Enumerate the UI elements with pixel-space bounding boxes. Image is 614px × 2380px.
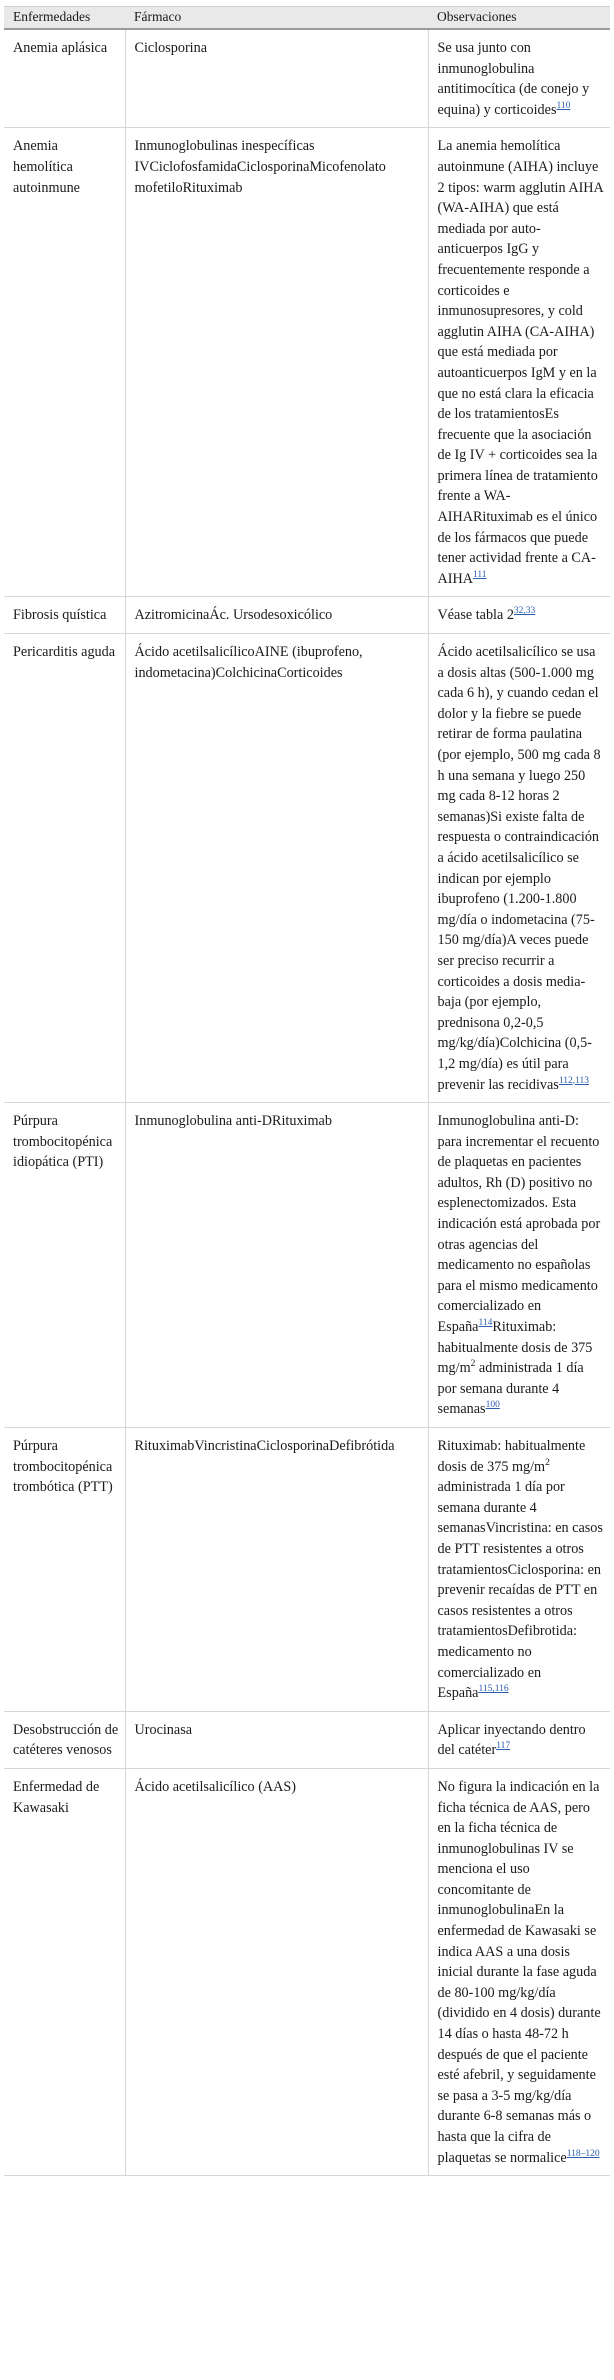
cell-enfermedad: Enfermedad de Kawasaki bbox=[4, 1768, 125, 2175]
observation-text: Inmunoglobulina anti-D: para incrementar el recuento de plaquetas en pacientes adultos, Rh (D) positivo no esplenectomizados. Esta indicación está aprobada por otras agencias del medicamento no españolas para el mismo medicamento comercializado en España bbox=[437, 1113, 601, 1336]
reference-sup bbox=[567, 2149, 600, 2159]
cell-observaciones bbox=[428, 29, 610, 128]
cell-observaciones bbox=[428, 1428, 610, 1712]
observation-text: Aplicar inyectando dentro del catéter bbox=[437, 1721, 586, 1759]
cell-farmaco: Inmunoglobulina anti-DRituximab bbox=[125, 1103, 428, 1428]
cell-enfermedad: Anemia aplásica bbox=[4, 29, 125, 128]
observation-text: Véase tabla 2 bbox=[437, 607, 514, 624]
reference-sup bbox=[556, 101, 570, 111]
cell-enfermedad: Anemia hemolítica autoinmune bbox=[4, 128, 125, 597]
cell-farmaco: Ácido acetilsalicílico (AAS) bbox=[125, 1768, 428, 2175]
cell-observaciones bbox=[428, 634, 610, 1103]
header-row bbox=[4, 7, 610, 30]
cell-observaciones bbox=[428, 128, 610, 597]
reference-link[interactable]: 110 bbox=[556, 100, 571, 111]
reference-link[interactable]: 115,116 bbox=[478, 1684, 509, 1695]
cell-farmaco: Ciclosporina bbox=[125, 29, 428, 128]
reference-sup bbox=[496, 1741, 510, 1751]
cell-farmaco: Ácido acetilsalicílicoAINE (ibuprofeno, indometacina)ColchicinaCorticoides bbox=[125, 634, 428, 1103]
table-row bbox=[4, 1103, 610, 1428]
table-row bbox=[4, 29, 610, 128]
cell-enfermedad: Desobstrucción de catéteres venosos bbox=[4, 1711, 125, 1768]
cell-enfermedad: Pericarditis aguda bbox=[4, 634, 125, 1103]
table-row bbox=[4, 597, 610, 634]
observation-text: Ácido acetilsalicílico se usa a dosis altas (500-1.000 mg cada 6 h), y cuando cedan el dolor y la fiebre se puede retirar de forma paulatina (por ejemplo, 500 mg cada 8 h una semana y luego 250 mg cada 8-12 horas 2 semanas)Si existe falta de respuesta o contraindicación a ácido acetilsalicílico se indican por ejemplo ibuprofeno (1.200-1.800 mg/día o indometacina (75-150 mg/día)A veces puede ser preciso recurrir a corticoides a dosis media-baja (por ejemplo, prednisona 0,2-0,5 mg/kg/día)Colchicina (0,5-1,2 mg/día) es útil para prevenir las recidivas bbox=[437, 644, 601, 1093]
cell-observaciones bbox=[428, 1103, 610, 1428]
cell-enfermedad: Púrpura trombocitopénica idiopática (PTI) bbox=[4, 1103, 125, 1428]
reference-sup bbox=[478, 1684, 508, 1694]
reference-link[interactable]: 118–120 bbox=[566, 2148, 600, 2159]
cell-enfermedad: Púrpura trombocitopénica trombótica (PTT) bbox=[4, 1428, 125, 1712]
reference-link[interactable]: 100 bbox=[485, 1400, 500, 1411]
cell-farmaco: RituximabVincristinaCiclosporinaDefibrótida bbox=[125, 1428, 428, 1712]
reference-link[interactable]: 114 bbox=[478, 1318, 493, 1329]
superscript-exponent: 2 bbox=[545, 1457, 550, 1468]
cell-farmaco: Urocinasa bbox=[125, 1711, 428, 1768]
reference-sup bbox=[559, 1076, 589, 1086]
header-enfermedades: Enfermedades bbox=[4, 7, 125, 30]
reference-sup bbox=[514, 606, 535, 616]
observation-text: Rituximab: habitualmente dosis de 375 mg/m bbox=[437, 1438, 586, 1475]
reference-link[interactable]: 117 bbox=[496, 1741, 511, 1752]
reference-link[interactable]: 112,113 bbox=[558, 1075, 589, 1086]
table-header bbox=[4, 7, 610, 30]
cell-farmaco: AzitromicinaÁc. Ursodesoxicólico bbox=[125, 597, 428, 634]
table-row bbox=[4, 128, 610, 597]
table-body bbox=[4, 29, 610, 2176]
cell-observaciones bbox=[428, 1711, 610, 1768]
observation-text: administrada 1 día por semana durante 4 semanas bbox=[437, 1360, 584, 1418]
reference-sup bbox=[486, 1400, 500, 1410]
observation-text: Rituximab: habitualmente dosis de 375 mg/m bbox=[437, 1319, 593, 1377]
observation-text: Se usa junto con inmunoglobulina antitimocítica (de conejo y equina) y corticoides bbox=[437, 40, 590, 118]
table-row bbox=[4, 1428, 610, 1712]
reference-link[interactable]: 111 bbox=[472, 569, 487, 580]
reference-sup bbox=[478, 1318, 492, 1328]
header-observaciones: Observaciones bbox=[428, 7, 610, 30]
cell-observaciones bbox=[428, 597, 610, 634]
observation-text: La anemia hemolítica autoinmune (AIHA) incluye 2 tipos: warm agglutin AIHA (WA-AIHA) que está mediada por auto-anticuerpos IgG y frecuentemente responde a corticoides e inmunosupresores, y cold agglutin AIHA (CA-AIHA) que está mediada por autoanticuerpos IgM y en la que no está clara la eficacia de los tratamientosEs frecuente que la asociación de Ig IV + corticoides sea la primera línea de tratamiento frente a WA-AIHARituximab es el único de los fármacos que puede tener actividad frente a CA-AIHA bbox=[437, 138, 604, 587]
reference-sup bbox=[473, 570, 487, 580]
table-row bbox=[4, 1768, 610, 2175]
treatments-table bbox=[4, 6, 610, 2176]
cell-farmaco: Inmunoglobulinas inespecíficas IVCiclofosfamidaCiclosporinaMicofenolato mofetiloRituximab bbox=[125, 128, 428, 597]
header-farmaco: Fármaco bbox=[125, 7, 428, 30]
cell-observaciones bbox=[428, 1768, 610, 2175]
table-row bbox=[4, 1711, 610, 1768]
observation-text: administrada 1 día por semana durante 4 semanasVincristina: en casos de PTT resistentes a otros tratamientosCiclosporina: en prevenir recaídas de PTT en casos resistentes a otros tratamientosDefibrotida: medicamento no comercializado en España bbox=[437, 1479, 603, 1702]
observation-text: No figura la indicación en la ficha técnica de AAS, pero en la ficha técnica de inmunoglobulinas IV se menciona el uso concomitante de inmunoglobulinaEn la enfermedad de Kawasaki se indica AAS a una dosis inicial durante la fase aguda de 80-100 mg/kg/día (dividido en 4 dosis) durante 14 días o hasta 48-72 h después de que el paciente esté afebril, y seguidamente se pasa a 3-5 mg/kg/día durante 6-8 semanas más o hasta que la cifra de plaquetas se normalice bbox=[437, 1778, 601, 2166]
reference-link[interactable]: 32,33 bbox=[513, 606, 536, 617]
cell-enfermedad: Fibrosis quística bbox=[4, 597, 125, 634]
table-row bbox=[4, 634, 610, 1103]
superscript-exponent: 2 bbox=[470, 1359, 476, 1370]
